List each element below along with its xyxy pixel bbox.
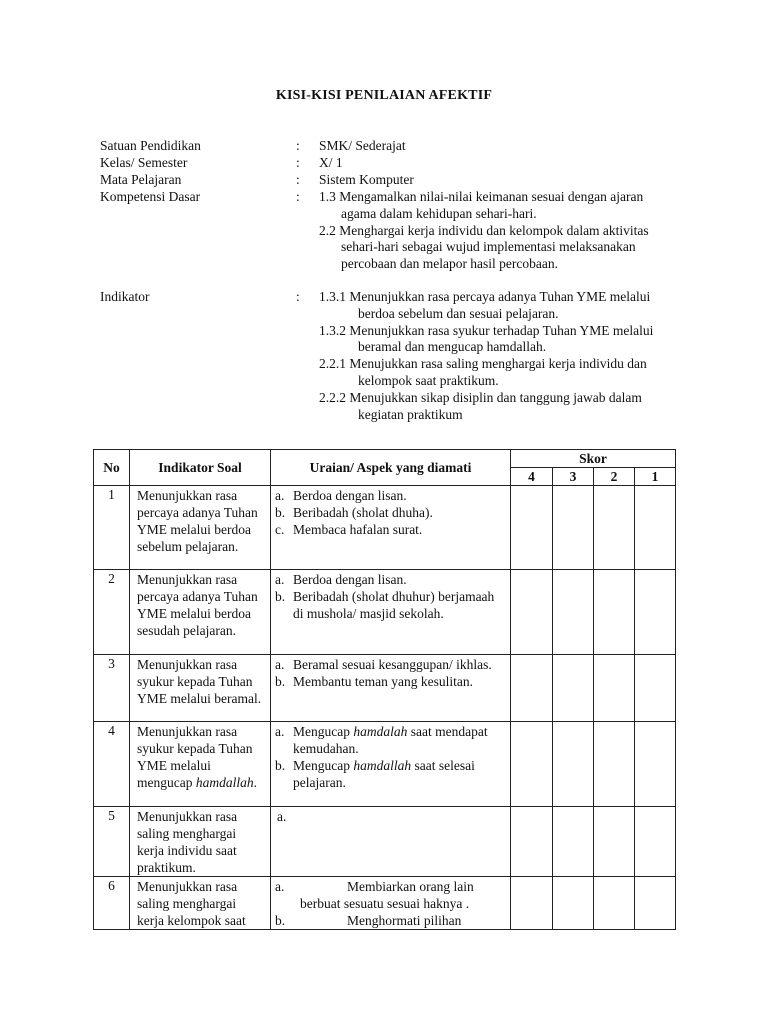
header-skor-2: 2: [594, 468, 635, 486]
score-cell-3[interactable]: [553, 655, 594, 722]
row-indikator: Menunjukkan rasa syukur kepada Tuhan YME melalui beramal.: [130, 655, 271, 722]
score-cell-1[interactable]: [635, 722, 676, 807]
score-cell-3[interactable]: [553, 877, 594, 930]
info-colon: :: [296, 172, 300, 187]
document-title: KISI-KISI PENILAIAN AFEKTIF: [275, 88, 493, 103]
score-cell-2[interactable]: [594, 486, 635, 570]
aspek-emphasis: hamdalah: [353, 724, 408, 739]
row-aspek: [271, 877, 511, 930]
score-cell-4[interactable]: [511, 877, 553, 930]
info-label: Mata Pelajaran: [100, 172, 182, 187]
info-label: Indikator: [100, 289, 150, 304]
info-label: Kelas/ Semester: [100, 155, 188, 170]
aspek-letter: b.: [275, 589, 286, 604]
header-no: No: [94, 450, 130, 486]
aspek-text: Berdoa dengan lisan.: [293, 488, 407, 503]
row-indikator: Menunjukkan rasa saling menghargai kerja individu saat praktikum.: [130, 807, 271, 877]
aspek-text: Membaca hafalan surat.: [293, 522, 423, 537]
aspek-letter: a.: [275, 488, 285, 503]
row-aspek: [271, 807, 511, 877]
aspek-item: [275, 757, 507, 791]
aspek-letter: a.: [277, 809, 287, 824]
header-indikator: Indikator Soal: [130, 450, 271, 486]
aspek-item: [275, 588, 507, 622]
aspek-item: [275, 656, 507, 673]
aspek-letter: b.: [275, 758, 286, 773]
indikator-item: 2.2.2 Menujukkan sikap disiplin dan tanggung jawab dalam kegiatan praktikum: [319, 389, 642, 422]
indikator-list: [319, 289, 659, 423]
row-number: 5: [94, 807, 130, 877]
aspek-text: Berdoa dengan lisan.: [293, 572, 407, 587]
aspek-letter: a.: [275, 657, 285, 672]
aspek-item-continued: [275, 895, 507, 912]
aspek-letter: b.: [275, 913, 286, 928]
indikator-text: Menunjukkan rasa syukur kepada Tuhan YME melalui mengucap: [137, 724, 253, 790]
info-colon: :: [296, 138, 300, 153]
kompetensi-item: 1.3 Mengamalkan nilai-nilai keimanan sesuai dengan ajaran agama dalam kehidupan sehari-hari.: [319, 189, 644, 221]
table-row: [94, 807, 676, 877]
header-skor-4: 4: [511, 468, 553, 486]
indikator-item: 1.3.2 Menunjukkan rasa syukur terhadap Tuhan YME melalui beramal dan mengucap hamdallah.: [319, 322, 654, 355]
aspek-text: Menghormati pilihan: [347, 913, 462, 928]
aspek-item: [275, 487, 507, 504]
aspek-letter: a.: [275, 572, 285, 587]
aspek-item: [275, 878, 507, 895]
score-cell-4[interactable]: [511, 807, 553, 877]
aspek-item: [275, 723, 507, 757]
score-cell-1[interactable]: [635, 570, 676, 655]
row-aspek: [271, 722, 511, 807]
kompetensi-list: [319, 189, 664, 273]
row-aspek: [271, 570, 511, 655]
row-indikator: [130, 722, 271, 807]
header-skor-3: 3: [553, 468, 594, 486]
table-row: [94, 570, 676, 655]
aspek-text: Mengucap: [293, 758, 354, 773]
info-label: Satuan Pendidikan: [100, 138, 201, 153]
score-cell-3[interactable]: [553, 486, 594, 570]
row-number: 2: [94, 570, 130, 655]
aspek-text: Beribadah (sholat dhuha).: [293, 505, 433, 520]
row-indikator: Menunjukkan rasa saling menghargai kerja kelompok saat: [130, 877, 271, 930]
score-cell-4[interactable]: [511, 655, 553, 722]
score-cell-3[interactable]: [553, 570, 594, 655]
aspek-emphasis: hamdallah: [353, 758, 412, 773]
score-cell-2[interactable]: [594, 807, 635, 877]
score-cell-2[interactable]: [594, 722, 635, 807]
header-skor: Skor: [511, 450, 676, 468]
score-cell-2[interactable]: [594, 570, 635, 655]
row-number: 4: [94, 722, 130, 807]
header-skor-1: 1: [635, 468, 676, 486]
aspek-text-end: saat mendapat kemudahan.: [293, 724, 488, 756]
aspek-letter: b.: [275, 674, 286, 689]
aspek-text: Membantu teman yang kesulitan.: [293, 674, 473, 689]
score-cell-2[interactable]: [594, 877, 635, 930]
score-cell-1[interactable]: [635, 807, 676, 877]
score-cell-4[interactable]: [511, 486, 553, 570]
aspek-letter: a.: [275, 879, 285, 894]
table-row: [94, 722, 676, 807]
assessment-table: [93, 449, 676, 930]
aspek-text-end: saat selesai pelajaran.: [293, 758, 475, 790]
score-cell-3[interactable]: [553, 722, 594, 807]
info-colon: :: [296, 189, 300, 204]
aspek-letter: b.: [275, 505, 286, 520]
indikator-emphasis: hamdallah: [195, 775, 254, 790]
aspek-text: Beribadah (sholat dhuhur) berjamaah di mushola/ masjid sekolah.: [293, 589, 495, 621]
row-indikator: Menunjukkan rasa percaya adanya Tuhan YME melalui berdoa sebelum pelajaran.: [130, 486, 271, 570]
aspek-item: [275, 912, 507, 929]
table-row: [94, 655, 676, 722]
indikator-item: 1.3.1 Menunjukkan rasa percaya adanya Tuhan YME melalui berdoa sebelum dan sesuai pelajaran.: [319, 289, 651, 321]
score-cell-1[interactable]: [635, 486, 676, 570]
score-cell-3[interactable]: [553, 807, 594, 877]
row-aspek: [271, 655, 511, 722]
score-cell-4[interactable]: [511, 722, 553, 807]
row-indikator: Menunjukkan rasa percaya adanya Tuhan YME melalui berdoa sesudah pelajaran.: [130, 570, 271, 655]
row-number: 6: [94, 877, 130, 930]
score-cell-2[interactable]: [594, 655, 635, 722]
aspek-letter: a.: [275, 724, 285, 739]
aspek-text: Membiarkan orang lain: [347, 879, 474, 894]
info-colon: :: [296, 289, 300, 304]
indikator-item: 2.2.1 Menujukkan rasa saling menghargai kerja individu dan kelompok saat praktikum.: [319, 356, 647, 388]
score-cell-1[interactable]: [635, 655, 676, 722]
table-row: [94, 486, 676, 570]
indikator-text-end: .: [253, 775, 257, 790]
info-value: X/ 1: [319, 155, 343, 170]
aspek-item: [275, 521, 507, 538]
row-number: 1: [94, 486, 130, 570]
aspek-item: [275, 673, 507, 690]
info-label: Kompetensi Dasar: [100, 189, 201, 204]
header-uraian: Uraian/ Aspek yang diamati: [271, 450, 511, 486]
aspek-item: [275, 571, 507, 588]
aspek-text: berbuat sesuatu sesuai haknya .: [300, 896, 470, 911]
kompetensi-item: 2.2 Menghargai kerja individu dan kelompok dalam aktivitas sehari-hari sebagai wujud implementasi melaksanakan percobaan dan melapor hasil percobaan.: [319, 222, 649, 272]
aspek-text: Mengucap: [293, 724, 354, 739]
score-cell-4[interactable]: [511, 570, 553, 655]
table-row: [94, 877, 676, 930]
info-value: Sistem Komputer: [319, 172, 414, 187]
info-value: SMK/ Sederajat: [319, 138, 406, 153]
aspek-item: [275, 808, 507, 825]
row-number: 3: [94, 655, 130, 722]
aspek-text: Beramal sesuai kesanggupan/ ikhlas.: [293, 657, 492, 672]
score-cell-1[interactable]: [635, 877, 676, 930]
info-colon: :: [296, 155, 300, 170]
row-aspek: [271, 486, 511, 570]
aspek-letter: c.: [275, 522, 285, 537]
aspek-item: [275, 504, 507, 521]
